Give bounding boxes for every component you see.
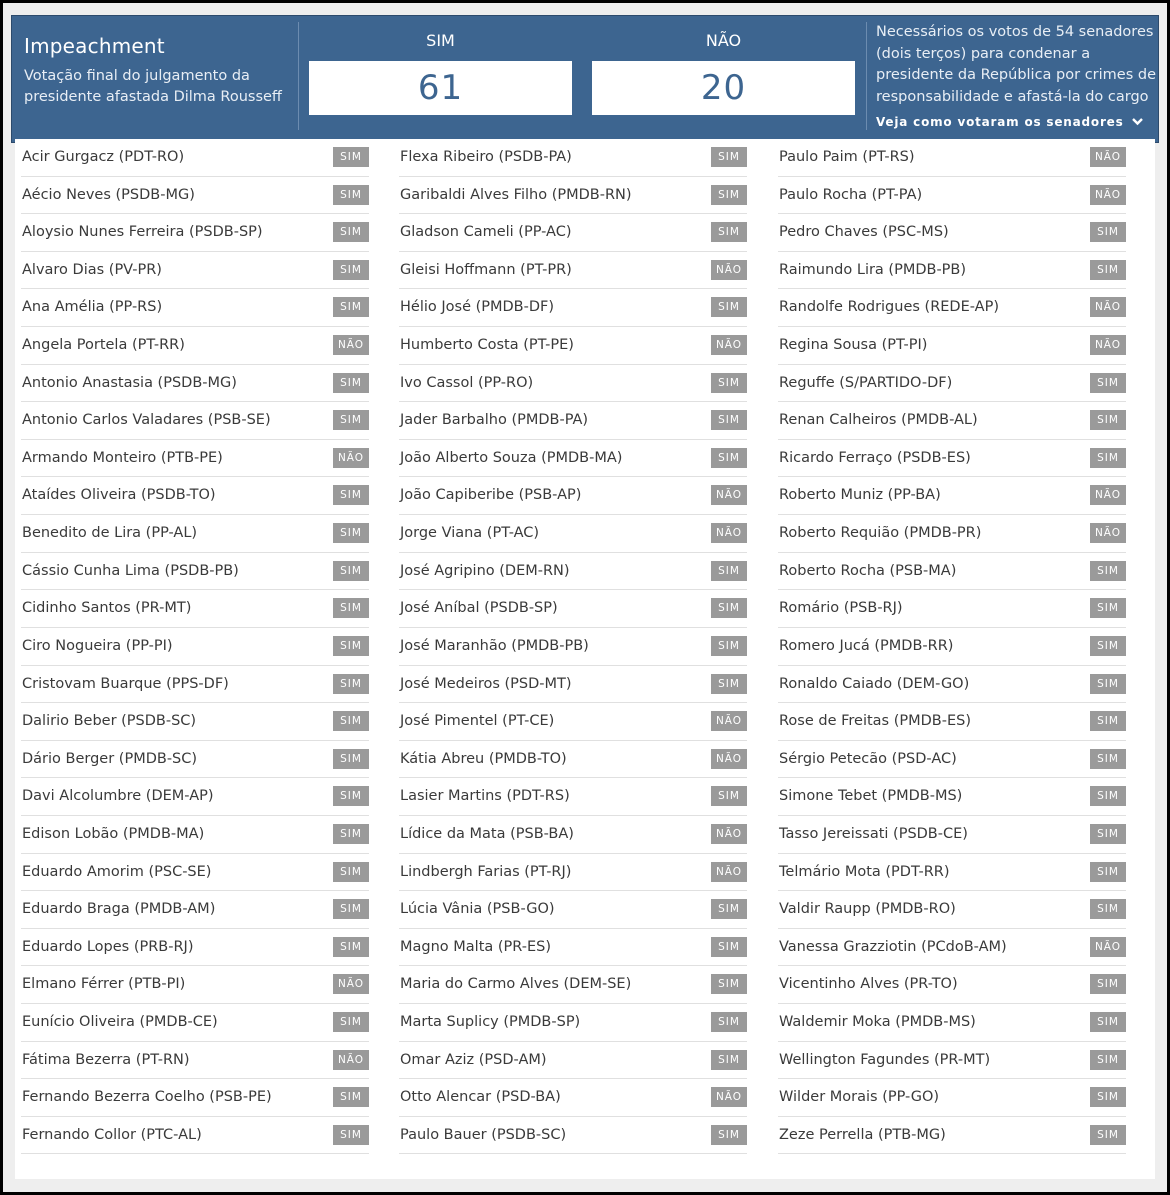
vote-badge: NÃO — [333, 1050, 369, 1070]
list-item — [21, 816, 369, 854]
list-item — [778, 365, 1126, 403]
list-item — [21, 365, 369, 403]
senator-name: Gladson Cameli (PP-AC) — [400, 224, 572, 241]
list-item — [399, 289, 747, 327]
vote-badge: SIM — [333, 260, 369, 280]
senator-name: Roberto Muniz (PP-BA) — [779, 487, 941, 504]
vote-badge: SIM — [333, 1087, 369, 1107]
divider — [298, 22, 299, 130]
list-item — [21, 289, 369, 327]
vote-badge: SIM — [333, 749, 369, 769]
senator-name: Sérgio Petecão (PSD-AC) — [779, 750, 957, 767]
list-item — [21, 440, 369, 478]
list-item — [399, 854, 747, 892]
senator-name: Randolfe Rodrigues (REDE-AP) — [779, 299, 999, 316]
list-item — [399, 1042, 747, 1080]
senator-name: Pedro Chaves (PSC-MS) — [779, 224, 949, 241]
vote-badge: SIM — [1090, 1125, 1126, 1145]
senator-name: Reguffe (S/PARTIDO-DF) — [779, 374, 953, 391]
senator-name: Ataídes Oliveira (PSDB-TO) — [22, 487, 216, 504]
vote-badge: SIM — [333, 674, 369, 694]
senator-name: Kátia Abreu (PMDB-TO) — [400, 750, 567, 767]
list-item — [778, 854, 1126, 892]
list-item — [778, 1004, 1126, 1042]
vote-badge: SIM — [1090, 749, 1126, 769]
vote-badge: SIM — [333, 598, 369, 618]
list-item — [399, 440, 747, 478]
list-item — [21, 628, 369, 666]
vote-badge: SIM — [1090, 1050, 1126, 1070]
vote-badge: NÃO — [711, 485, 747, 505]
senator-name: Antonio Carlos Valadares (PSB-SE) — [22, 412, 271, 429]
vote-badge: NÃO — [711, 523, 747, 543]
senator-name: Tasso Jereissati (PSDB-CE) — [779, 825, 968, 842]
vote-badge: SIM — [333, 561, 369, 581]
list-item — [778, 628, 1126, 666]
list-item — [399, 139, 747, 177]
senator-column — [778, 139, 1126, 1154]
senator-name: Maria do Carmo Alves (DEM-SE) — [400, 976, 632, 993]
list-item — [399, 553, 747, 591]
list-item — [21, 966, 369, 1004]
vote-badge: SIM — [1090, 674, 1126, 694]
vote-badge: SIM — [333, 711, 369, 731]
vote-badge: SIM — [711, 373, 747, 393]
vote-badge: SIM — [711, 937, 747, 957]
vote-badge: SIM — [711, 448, 747, 468]
senator-name: Fernando Bezerra Coelho (PSB-PE) — [22, 1089, 272, 1106]
senator-name: Armando Monteiro (PTB-PE) — [22, 449, 223, 466]
senator-name: Waldemir Moka (PMDB-MS) — [779, 1014, 976, 1031]
senator-name: Angela Portela (PT-RR) — [22, 337, 185, 354]
senator-name: Lídice da Mata (PSB-BA) — [400, 825, 574, 842]
list-item — [21, 1079, 369, 1117]
senator-name: Eduardo Lopes (PRB-RJ) — [22, 938, 194, 955]
senator-name: Paulo Paim (PT-RS) — [779, 149, 915, 165]
vote-badge: SIM — [1090, 373, 1126, 393]
header-intro — [24, 34, 284, 108]
vote-badge: NÃO — [711, 862, 747, 882]
senator-name: Jader Barbalho (PMDB-PA) — [400, 412, 589, 429]
senator-name: Elmano Férrer (PTB-PI) — [22, 976, 186, 993]
list-item — [399, 177, 747, 215]
page-subtitle: Votação final do julgamento da presidente afastada Dilma Rousseff — [24, 68, 282, 105]
list-item — [21, 1117, 369, 1155]
vote-badge: NÃO — [711, 1087, 747, 1107]
list-item — [778, 816, 1126, 854]
senator-name: Alvaro Dias (PV-PR) — [22, 261, 162, 278]
list-item — [778, 139, 1126, 177]
list-item — [778, 1117, 1126, 1155]
senator-name: Cássio Cunha Lima (PSDB-PB) — [22, 562, 239, 579]
senator-name: Raimundo Lira (PMDB-PB) — [779, 261, 967, 278]
list-item — [21, 891, 369, 929]
vote-badge: SIM — [711, 185, 747, 205]
senator-name: Edison Lobão (PMDB-MA) — [22, 825, 205, 842]
senator-name: Romero Jucá (PMDB-RR) — [779, 637, 954, 654]
vote-badge: SIM — [711, 786, 747, 806]
vote-badge: NÃO — [711, 824, 747, 844]
list-item — [399, 628, 747, 666]
senator-name: Lasier Martins (PDT-RS) — [400, 788, 570, 805]
vote-badge: NÃO — [333, 974, 369, 994]
senator-name: José Agripino (DEM-RN) — [400, 562, 570, 579]
list-item — [399, 477, 747, 515]
list-item — [778, 1042, 1126, 1080]
senator-name: Antonio Anastasia (PSDB-MG) — [22, 374, 237, 391]
vote-badge: SIM — [333, 786, 369, 806]
senator-name: Ivo Cassol (PP-RO) — [400, 374, 534, 391]
list-item — [778, 252, 1126, 290]
vote-badge: SIM — [333, 899, 369, 919]
senator-name: Aloysio Nunes Ferreira (PSDB-SP) — [22, 224, 263, 241]
list-item — [21, 590, 369, 628]
list-item — [399, 741, 747, 779]
list-item — [778, 214, 1126, 252]
vote-badge: SIM — [711, 410, 747, 430]
list-item — [21, 177, 369, 215]
senator-name: Renan Calheiros (PMDB-AL) — [779, 412, 978, 429]
senator-name: Garibaldi Alves Filho (PMDB-RN) — [400, 186, 632, 203]
vote-badge: NÃO — [711, 749, 747, 769]
list-item — [21, 402, 369, 440]
sim-tally — [309, 30, 572, 115]
vote-badge: SIM — [711, 674, 747, 694]
list-item — [21, 778, 369, 816]
list-item — [21, 139, 369, 177]
vote-badge: SIM — [1090, 222, 1126, 242]
senator-name: Ronaldo Caiado (DEM-GO) — [779, 675, 970, 692]
senator-name: Ana Amélia (PP-RS) — [22, 299, 163, 316]
list-item — [778, 177, 1126, 215]
vote-badge: SIM — [333, 485, 369, 505]
list-item — [778, 929, 1126, 967]
senator-name: Lúcia Vânia (PSB-GO) — [400, 901, 555, 918]
senator-name: Cidinho Santos (PR-MT) — [22, 600, 192, 617]
list-item — [21, 854, 369, 892]
list-item — [21, 741, 369, 779]
senator-name: Wilder Morais (PP-GO) — [779, 1089, 940, 1106]
vote-badge: SIM — [1090, 711, 1126, 731]
list-item — [21, 553, 369, 591]
list-item — [399, 1079, 747, 1117]
nao-count: 20 — [592, 61, 855, 115]
list-item — [399, 214, 747, 252]
vote-badge: SIM — [711, 147, 747, 167]
vote-badge: SIM — [1090, 636, 1126, 656]
vote-badge: SIM — [333, 862, 369, 882]
list-item — [399, 891, 747, 929]
senator-name: Ricardo Ferraço (PSDB-ES) — [779, 449, 971, 466]
vote-badge: NÃO — [1090, 485, 1126, 505]
list-item — [21, 703, 369, 741]
senator-name: Paulo Rocha (PT-PA) — [779, 186, 923, 203]
list-item — [778, 515, 1126, 553]
see-votes-link[interactable] — [876, 115, 1156, 129]
senator-name: Fátima Bezerra (PT-RN) — [22, 1051, 190, 1068]
senator-name: Rose de Freitas (PMDB-ES) — [779, 713, 972, 730]
list-item — [399, 1117, 747, 1155]
list-item — [399, 327, 747, 365]
vote-badge: SIM — [1090, 899, 1126, 919]
senator-name: Vanessa Grazziotin (PCdoB-AM) — [779, 938, 1007, 955]
senator-name: João Alberto Souza (PMDB-MA) — [400, 449, 623, 466]
vote-badge: NÃO — [1090, 147, 1126, 167]
vote-badge: SIM — [333, 147, 369, 167]
vote-badge: NÃO — [1090, 297, 1126, 317]
senator-name: Magno Malta (PR-ES) — [400, 938, 552, 955]
senator-name: Hélio José (PMDB-DF) — [400, 299, 555, 316]
vote-badge: SIM — [711, 1012, 747, 1032]
nao-tally — [592, 30, 855, 115]
senator-name: Davi Alcolumbre (DEM-AP) — [22, 788, 214, 805]
vote-badge: SIM — [711, 297, 747, 317]
page-title: Impeachment — [24, 34, 165, 58]
senator-name: Eduardo Braga (PMDB-AM) — [22, 901, 216, 918]
list-item — [778, 289, 1126, 327]
vote-badge: SIM — [333, 1125, 369, 1145]
senator-name: Gleisi Hoffmann (PT-PR) — [400, 261, 572, 278]
sim-count: 61 — [309, 61, 572, 115]
vote-badge: SIM — [333, 523, 369, 543]
list-item — [399, 929, 747, 967]
senator-name: Roberto Rocha (PSB-MA) — [779, 562, 957, 579]
list-item — [399, 590, 747, 628]
list-item — [21, 666, 369, 704]
senator-name: Benedito de Lira (PP-AL) — [22, 525, 198, 542]
senator-name: Eduardo Amorim (PSC-SE) — [22, 863, 212, 880]
vote-badge: SIM — [1090, 824, 1126, 844]
page-frame — [3, 3, 1167, 1192]
vote-badge: SIM — [1090, 260, 1126, 280]
senator-name: Paulo Bauer (PSDB-SC) — [400, 1126, 567, 1143]
list-item — [21, 327, 369, 365]
vote-badge: SIM — [1090, 862, 1126, 882]
senator-column — [21, 139, 369, 1154]
vote-badge: SIM — [711, 561, 747, 581]
list-item — [21, 1004, 369, 1042]
list-item — [399, 966, 747, 1004]
header-note — [876, 22, 1156, 129]
list-item — [778, 966, 1126, 1004]
vote-badge: SIM — [1090, 1012, 1126, 1032]
list-item — [778, 741, 1126, 779]
vote-badge: SIM — [711, 899, 747, 919]
sim-label: SIM — [426, 31, 455, 50]
list-item — [778, 590, 1126, 628]
note-text: Necessários os votos de 54 senadores (dois terços) para condenar a presidente da República por crimes de responsabilidade e afastá-la do cargo — [876, 24, 1156, 105]
list-item — [778, 327, 1126, 365]
senator-name: Marta Suplicy (PMDB-SP) — [400, 1014, 581, 1031]
chevron-down-icon — [1132, 117, 1143, 126]
list-item — [778, 703, 1126, 741]
vote-badge: SIM — [333, 297, 369, 317]
vote-badge: SIM — [333, 937, 369, 957]
list-item — [778, 778, 1126, 816]
vote-badge: SIM — [1090, 598, 1126, 618]
list-item — [399, 816, 747, 854]
list-item — [21, 515, 369, 553]
senator-name: Zeze Perrella (PTB-MG) — [779, 1126, 946, 1143]
list-item — [399, 515, 747, 553]
vote-badge: SIM — [333, 636, 369, 656]
vote-badge: SIM — [711, 1125, 747, 1145]
list-item — [21, 1042, 369, 1080]
senator-name: Humberto Costa (PT-PE) — [400, 337, 574, 354]
senator-name: Lindbergh Farias (PT-RJ) — [400, 863, 572, 880]
senator-name: José Maranhão (PMDB-PB) — [400, 637, 589, 654]
vote-badge: SIM — [333, 410, 369, 430]
vote-badge: SIM — [1090, 410, 1126, 430]
senator-name: João Capiberibe (PSB-AP) — [400, 487, 582, 504]
list-item — [21, 214, 369, 252]
vote-badge: SIM — [711, 1050, 747, 1070]
list-item — [399, 1004, 747, 1042]
senator-name: Acir Gurgacz (PDT-RO) — [22, 149, 185, 165]
vote-badge: SIM — [1090, 974, 1126, 994]
vote-badge: SIM — [333, 222, 369, 242]
vote-badge: NÃO — [333, 335, 369, 355]
senator-name: Roberto Requião (PMDB-PR) — [779, 525, 982, 542]
divider — [866, 22, 867, 130]
senator-name: Simone Tebet (PMDB-MS) — [779, 788, 963, 805]
senator-name: Romário (PSB-RJ) — [779, 600, 903, 617]
list-item — [399, 666, 747, 704]
vote-header — [11, 15, 1159, 143]
senator-name: Otto Alencar (PSD-BA) — [400, 1089, 561, 1106]
senator-name: José Medeiros (PSD-MT) — [400, 675, 572, 692]
list-item — [399, 778, 747, 816]
list-item — [21, 252, 369, 290]
senator-name: Dário Berger (PMDB-SC) — [22, 750, 198, 767]
vote-badge: NÃO — [711, 711, 747, 731]
senator-name: Ciro Nogueira (PP-PI) — [22, 637, 173, 654]
senator-vote-list — [15, 139, 1155, 1179]
senator-name: Vicentinho Alves (PR-TO) — [779, 976, 958, 993]
list-item — [778, 553, 1126, 591]
vote-badge: SIM — [711, 636, 747, 656]
senator-name: Fernando Collor (PTC-AL) — [22, 1126, 202, 1143]
vote-badge: SIM — [1090, 786, 1126, 806]
senator-column — [399, 139, 747, 1154]
list-item — [21, 477, 369, 515]
senator-name: Telmário Mota (PDT-RR) — [779, 863, 950, 880]
vote-badge: NÃO — [1090, 523, 1126, 543]
list-item — [399, 365, 747, 403]
list-item — [778, 1079, 1126, 1117]
vote-badge: NÃO — [1090, 185, 1126, 205]
vote-badge: SIM — [333, 185, 369, 205]
vote-badge: NÃO — [711, 335, 747, 355]
vote-badge: NÃO — [333, 448, 369, 468]
senator-name: José Aníbal (PSDB-SP) — [400, 600, 558, 617]
senator-name: Regina Sousa (PT-PI) — [779, 337, 928, 354]
list-item — [21, 929, 369, 967]
list-item — [399, 402, 747, 440]
senator-name: Wellington Fagundes (PR-MT) — [779, 1051, 991, 1068]
vote-badge: SIM — [1090, 1087, 1126, 1107]
nao-label: NÃO — [705, 31, 742, 50]
senator-name: Valdir Raupp (PMDB-RO) — [779, 901, 956, 918]
vote-badge: SIM — [1090, 561, 1126, 581]
list-item — [778, 402, 1126, 440]
senator-name: Omar Aziz (PSD-AM) — [400, 1051, 547, 1068]
list-item — [778, 666, 1126, 704]
list-item — [778, 477, 1126, 515]
list-item — [778, 891, 1126, 929]
list-item — [399, 252, 747, 290]
vote-badge: SIM — [711, 222, 747, 242]
vote-badge: SIM — [1090, 448, 1126, 468]
senator-name: Flexa Ribeiro (PSDB-PA) — [400, 149, 572, 165]
see-votes-label: Veja como votaram os senadores — [876, 115, 1124, 129]
senator-name: Aécio Neves (PSDB-MG) — [22, 186, 195, 203]
senator-name: Eunício Oliveira (PMDB-CE) — [22, 1014, 218, 1031]
list-item — [778, 440, 1126, 478]
vote-badge: NÃO — [1090, 335, 1126, 355]
senator-name: José Pimentel (PT-CE) — [400, 713, 555, 730]
vote-badge: NÃO — [711, 260, 747, 280]
vote-badge: SIM — [333, 1012, 369, 1032]
vote-badge: NÃO — [1090, 937, 1126, 957]
list-item — [399, 703, 747, 741]
senator-name: Cristovam Buarque (PPS-DF) — [22, 675, 229, 692]
senator-name: Dalirio Beber (PSDB-SC) — [22, 713, 197, 730]
senator-name: Jorge Viana (PT-AC) — [400, 525, 540, 542]
vote-badge: SIM — [333, 824, 369, 844]
vote-badge: SIM — [711, 598, 747, 618]
vote-badge: SIM — [333, 373, 369, 393]
vote-badge: SIM — [711, 974, 747, 994]
